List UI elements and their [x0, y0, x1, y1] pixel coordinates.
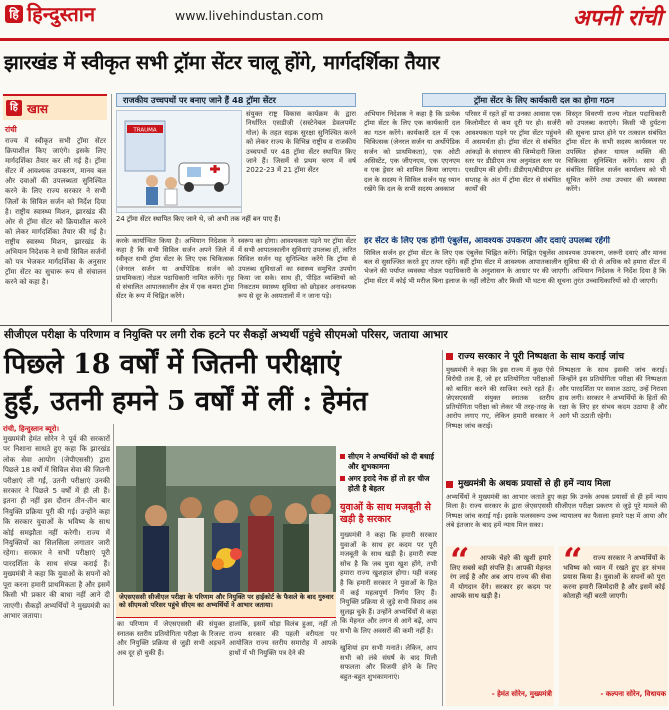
jssc-kicker [0, 327, 669, 345]
nishpaksh-heading-text: राज्य सरकार ने पूरी निष्पक्षता के साथ कराई जांच [458, 351, 625, 362]
quote-box-1 [446, 541, 554, 706]
khas-section [3, 94, 108, 322]
quote2-text: राज्य सरकार ने अभ्यर्थियों के भविष्य को ध्यान में रखते हुए हर संभव प्रयास किया है। युवाओं के सपनों को पूरा करना हमारी जिम्मेदारी है और इसमें कोई कोताही नहीं बरती जाएगी। [563, 554, 665, 601]
ambulance-section [362, 236, 668, 324]
quote-mark-icon: “ [450, 541, 470, 581]
jssc-photo [116, 446, 336, 592]
jssc-photo-caption: जेएसएससी सीजीएल परीक्षा के परिणाम और नियुक्ति पर हाईकोर्ट के फैसले के बाद गुरुवार को सीएमओ परिसर पहुंचे सीएम का अभ्यर्थियों ने आभार जताया। [119, 593, 334, 610]
nishpaksh-col1: मुख्यमंत्री ने कहा कि इस राज्य में कुछ ऐसे विरोधी तत्व हैं, जो हर प्रतियोगिता परीक्षाओं को बाधित करने की साजिश रचते रहते हैं। जेएसएससी संयुक्त स्नातक स्तरीय प्रतियोगिता परीक्षा को लेकर भी तरह-तरह के आरोप लगाए गए, लेकिन हमारी सरकार ने निष्पक्ष जांच कराई। [446, 366, 554, 430]
masthead-rule [0, 38, 669, 41]
jssc-lead [3, 424, 111, 706]
brand-logo-icon: हि [5, 5, 23, 23]
trauma-photo-caption: 24 ट्रॉमा सेंटर स्थापित किए जाने थे, जो अभी तक नहीं बन पाए हैं। [116, 215, 281, 223]
trauma-box [114, 93, 358, 323]
below-photo-col2: हालांकि, इसमें थोड़ा विलंब हुआ, नहीं तो राज्य सरकार की पहली वरीयता पर आयोजित राज्य स्तरीय समारोह में आपके हाथों में भी नियुक्ति पत्र देने की [229, 620, 337, 657]
karyakari-banner: ट्रॉमा सेंटर के लिए कार्यकारी दल का होगा गठन [422, 93, 666, 107]
jssc-kicker-text: सीजीएल परीक्षा के परिणाम व नियुक्ति पर लगी रोक हटने पर सैकड़ों अभ्यर्थी पहुंचे सीएमओ परिसर, जताया आभार [4, 329, 448, 341]
brand-name: हिन्दुस्तान [27, 2, 96, 26]
jssc-headline-line1: पिछले 18 वर्षों में जितनी परीक्षाएं [4, 349, 341, 380]
khas-logo-icon: हि [6, 100, 22, 116]
mukhya-heading-text: मुख्यमंत्री के अथक प्रयासों से ही हमें न्याय मिला [458, 479, 611, 489]
trauma-col2: स्वरूप का होगा। आवश्यकता पड़ने पर ट्रॉमा सेंटर में सभी आपातकालीन सुविधाएं उपलब्ध हों, त्वरित सिविल सर्जन यह सुनिश्चित करेंगे कि ट्रॉमा से उपलब्ध सुविधाओं का स्वास्थ्य समुचित उपयोग किया जा सके। साथ ही, पीड़ित व्यक्तियों को निकटतम स्वास्थ्य सुविधा को छोड़कर अनावश्यक रूप से दूर के अस्पतालों में न जाना पड़े। [238, 237, 356, 301]
yuvaon-body: मुख्यमंत्री ने कहा कि हमारी सरकार युवाओं के साथ हर कदम पर पूरी मजबूती के साथ खड़ी है। हमारी स्पष्ट सोच है कि जब युवा खुश होंगे, तभी हमारा राज्य खुशहाल होगा। यही वजह है कि हमारी सरकार ने युवाओं के हित में कई महत्वपूर्ण निर्णय लिए हैं। नियुक्ति प्रक्रिया से जुड़े सभी विवाद अब सुलझ चुके हैं। उन्होंने अभ्यर्थियों से कहा कि मेहनत और लगन से आगे बढ़ें, आप सभी के लिए अवसरों की कमी नहीं है। [340, 531, 437, 635]
main-headline: झारखंड में स्वीकृत सभी ट्रॉमा सेंटर चालू होंगे, मार्गदर्शिका तैयार [4, 51, 440, 74]
column-divider [111, 94, 112, 322]
yuvaon-heading: युवाओं के साथ मजबूती से खड़ी है सरकार [340, 502, 431, 525]
jssc-bullets [340, 452, 438, 502]
quote-mark-icon: “ [563, 541, 583, 581]
column-divider [442, 350, 443, 706]
nishpaksh-heading [446, 350, 668, 364]
trauma-intro: संयुक्त राष्ट्र विकास कार्यक्रम के द्वारा निर्धारित एसडीजी (सस्टेनेबल डेवलपमेंट गोल) के तहत सड़क सुरक्षा सुनिश्चित करने को लेकर राज्य के विभिन्न राष्ट्रीय व राजकीय उच्चपथों पर 48 ट्रॉमा सेंटर स्थापित किए जाने हैं। जिसमें से प्रथम चरण में वर्ष 2022-23 में 21 ट्रॉमा सेंटर [246, 110, 356, 175]
trauma-illustration [116, 110, 242, 213]
column-divider [113, 424, 114, 706]
svg-text:TRAUMA: TRAUMA [133, 127, 157, 134]
jssc-dateline: रांची, हिन्दुस्तान ब्यूरो। [3, 425, 60, 433]
jssc-headline-line2: हुईं, उतनी हमने 5 वर्षों में लीं : हेमंत [4, 386, 368, 417]
karyakari-col1: अभियान निदेशक ने कहा है कि प्रत्येक ट्रॉमा सेंटर के लिए एक कार्यकारी दल का गठन करेंगे। कार्यकारी दल में एक चिकित्सक (जेनरल सर्जन या अर्थोपेडिक सर्जन को प्राथमिकता), एक ओटी असिस्टेंट, एक जीएनएम, एक एएनएम व एक ड्रेसर को शामिल किया जाएगा। दल के सदस्य ने सिविल सर्जन यह ध्यान रखेंगे कि दल के सभी सदस्य अवकाश [364, 110, 460, 194]
quote-box-2 [559, 541, 668, 706]
masthead [0, 0, 669, 44]
khas-dateline: रांची [5, 125, 17, 134]
yuvaon-bottom: खुशियां हम सभी मनाते। लेकिन, आप सभी को लंबे संघर्ष के बाद मिली सफलता और विजयी होने के लिए बहुत-बहुत शुभकामनाएं। [340, 644, 437, 681]
quote1-text: आपके चेहरे की खुशी हमारे लिए सबसे बड़ी संपत्ति है। आपकी मेहनत रंग लाई है और अब आप राज्य की सेवा में योगदान देंगे। सरकार हर कदम पर आपके साथ खड़ी है। [450, 554, 551, 601]
trauma-inner-rule [116, 235, 356, 236]
quote1-author: - हेमंत सोरेन, मुख्यमंत्री [491, 690, 552, 698]
mukhya-section [446, 478, 668, 542]
heading-marker-icon [446, 481, 453, 488]
website-url: www.livehindustan.com [175, 8, 324, 23]
bullet-marker-icon [340, 454, 345, 459]
khas-label: खास [27, 102, 49, 116]
jssc-bullet: अगर इरादे नेक हों तो हर चीज होती है बेहतर [348, 474, 430, 493]
ambulance-headline: हर सेंटर के लिए एक होगी एंबुलेंस, आवश्यक उपकरण और दवाएं उपलब्ध रहेंगी [364, 236, 610, 246]
trauma-banner: राजकीय उच्चपथों पर बनाए जाने हैं 48 ट्रॉमा सेंटर [116, 93, 356, 107]
mukhya-body: अभ्यर्थियों ने मुख्यमंत्री का आभार जताते हुए कहा कि उनके अथक प्रयासों से ही हमें न्याय मिला है। राज्य सरकार के द्वारा जेएसएससी सीजीएल परीक्षा प्रकरण से जुड़े पूरे मामले की निष्पक्ष जांच कराई गई। इसके फलस्वरूप उच्च न्यायालय का फैसला हमारे पक्ष में आया और लंबे इंतजार के बाद हमें न्याय मिल सका। [446, 493, 667, 530]
mukhya-heading [446, 478, 668, 492]
jssc-photo-caption-box [116, 592, 336, 618]
section-rule [0, 325, 669, 326]
nishpaksh-col2: निष्पक्षता के साथ इसकी जांच कराई। जिन्होंने इस प्रतियोगिता परीक्षा की निष्पक्षता और पारदर्शिता पर सवाल उठाए, उन्हें निराशा हाथ लगी। सरकार ने अभ्यर्थियों के हितों की रक्षा के लिए हर संभव कदम उठाया है और आगे भी उठाती रहेगी। [559, 366, 667, 421]
quote2-author: - कल्पना सोरेन, विधायक [600, 690, 666, 698]
khas-body: राज्य में स्वीकृत सभी ट्रॉमा सेंटर क्रियाशील किए जाएंगे। इसके लिए मार्गदर्शिका तैयार कर ली गई है। ट्रॉमा सेंटर में आवश्यक उपकरण, मानव बल और दवाओं की उपलब्धता सुनिश्चित करने के लिए राज्य सरकार ने सभी जिलों के सिविल सर्जन को निर्देश दिया है। राष्ट्रीय स्वास्थ्य मिशन, झारखंड की ओर से ट्रॉमा सेंटर को क्रियाशील करने को लेकर मार्गदर्शिका तैयार की गई है। राष्ट्रीय स्वास्थ्य मिशन, झारखंड के अभियान निदेशक ने सभी सिविल सर्जनों को पत्र भेजकर मार्गदर्शिका के अनुसार ट्रॉमा सेंटर का सुचारू रूप से संचालन करने को कहा है। [5, 137, 106, 287]
below-photo-col1: का परिणाम में जेएसएससी की संयुक्त स्नातक स्तरीय प्रतियोगिता परीक्षा के रिजल्ट और नियुक्ति प्रक्रिया से जुड़ी सभी अड़चनें अब दूर हो चुकी हैं। [117, 620, 225, 657]
karyakari-section [362, 93, 668, 235]
bullet-marker-icon [340, 476, 345, 481]
khas-label-bar [3, 94, 107, 120]
heading-marker-icon [446, 353, 453, 360]
nishpaksh-section [446, 350, 668, 428]
edition-name: अपनी रांची [572, 5, 662, 31]
ambulance-body: सिविल सर्जन हर ट्रॉमा सेंटर के लिए एक एंबुलेंस चिह्नित करेंगे। चिह्नित एंबुलेंस आवश्यक उपकरण, जरूरी दवाएं और मानव बल से सुसज्जित करते हुए तत्पर रहेंगे। वहीं ट्रॉमा सेंटर में आवश्यक आपातकालीन सुविधा की दो से अधिक को हमारा सेंटर में भेजने की पर्याप्त व्यवस्था नोडल पदाधिकारी के अनुशासन के आधार पर की जाएगी। अभियान निदेशक ने निर्देश दिया है कि ट्रॉमा सेंटर में कोई भी मरीज बिना इलाज के नहीं लौटेगा और किसी भी घटना की सूचना तुरंत उच्चाधिकारियों को दी जाएगी। [364, 249, 666, 285]
karyakari-col3: विस्तृत विवरणी राज्य नोडल पदाधिकारी को उपलब्ध कराएंगे। किसी भी दुर्घटना की सूचना प्राप्त होने पर तत्काल संबंधित ट्रॉमा सेंटर के सभी सदस्य कार्यस्थल पर उपस्थित होकर घायल व्यक्ति की चिकित्सा सुनिश्चित करेंगे। साथ ही संबंधित सिविल सर्जन कार्यालय को भी सूचित करेंगे तथा उपचार की व्यवस्था करेंगे। [566, 110, 666, 194]
trauma-col1: करके कार्यान्वित किया है। अभियान निदेशक ने कहा है कि सभी सिविल सर्जन अपने जिले में स्वीकृत सभी ट्रॉमा सेंटर के लिए एक चिकित्सक (जेनरल सर्जन या अर्थोपेडिक सर्जन को प्राथमिकता) नोडल पदाधिकारी नामित करेंगे। गृह से संचालित आपातकालीन क्षेत्र में एक कमरा ट्रॉमा सेंटर के रूप में चिह्नित करेंगे। [116, 237, 234, 301]
jssc-bullet: सीएम ने अभ्यर्थियों को दी बधाई और शुभकामना [348, 452, 434, 471]
karyakari-col2: परिसर में रहते हों या उनका आवास एक किलोमीटर से कम दूरी पर हो। सर्जरी आवश्यकता पड़ने पर ट्रॉमा सेंटर पहुंचने में असमर्थता हो। ट्रॉमा सेंटर से संबंधित आंकड़ों के संधारण की जिम्मेदारी जिला स्तर पर डीडीएम तथा अनुमंडल स्तर पर एसडीएम की होगी। डीडीएम/बीडीएम हर सप्ताह के अंत में ट्रॉमा सेंटर से संबंधित कार्यों की [465, 110, 561, 194]
jssc-lead-body: मुख्यमंत्री हेमंत सोरेन ने पूर्व की सरकारों पर निशाना साधते हुए कहा कि झारखंड लोक सेवा आयोग (जेपीएससी) द्वारा पिछले 18 वर्षों में सिविल सेवा की जितनी परीक्षाएं ली गईं, उतनी परीक्षाएं उनकी सरकार ने पिछले 5 वर्षों में ही ली हैं। इतना ही नहीं इस दौरान तीन-तीन बार नियुक्ति प्रक्रिया पूरी की गई। उन्होंने कहा कि सरकार युवाओं के भविष्य के साथ कोई समझौता नहीं करेगी। राज्य में नियुक्तियों का सिलसिला लगातार जारी रहेगा। सरकार ने सभी परीक्षाएं पूरी पारदर्शिता के साथ संपन्न कराई हैं। मुख्यमंत्री ने कहा कि युवाओं के सपनों को पूरा करना हमारी प्राथमिकता है और इसमें किसी भी प्रकार की बाधा नहीं आने दी जाएगी। सैकड़ों अभ्यर्थियों ने मुख्यमंत्री का आभार जताया। [3, 434, 110, 620]
